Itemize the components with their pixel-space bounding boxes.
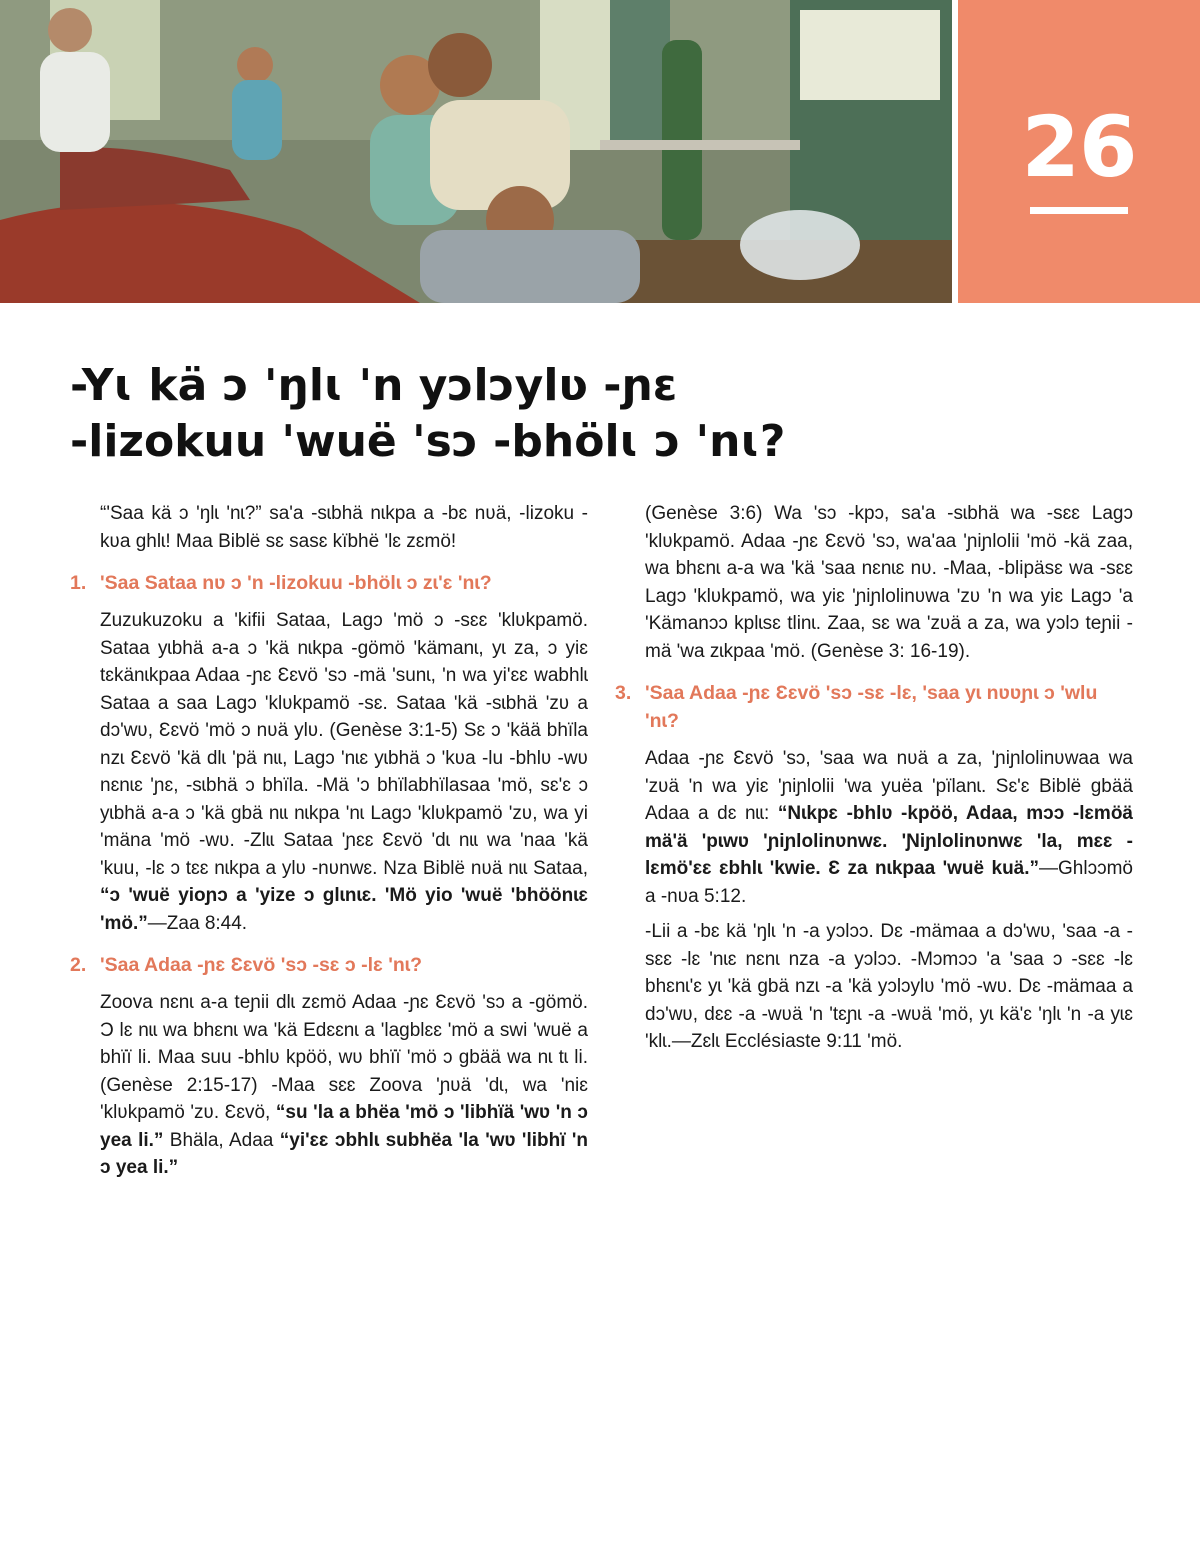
question-3-text: 'Saa Adaa -ɲɛ Ɛɛvö 'sɔ -sɛ -lɛ, 'saa yɩ nʋʋɲɩ ɔ 'wlu 'nɩ? [645,682,1098,732]
question-2-quote-a: “su 'la a bhëa 'mö ɔ 'libhïä 'wʋ 'n ɔ yea li.” [100,1102,589,1151]
question-1-reference: —Zaa 8:44. [147,912,248,934]
question-2-quote-b: “yi'ɛɛ ɔbhlɩ subhëa 'la 'wʋ 'libhï 'n ɔ yea li.” [100,1129,588,1178]
question-2-paragraph [100,989,588,1182]
question-1-heading [70,569,588,597]
question-1-body: Zuzukuzoku a 'kifii Sataa, Lagɔ 'mö ɔ -sɛɛ 'klʋkpamö. Sataa yɩbhä a-a ɔ 'kä nɩkpa -gömö 'kämanɩ, yɩ za, ɔ yiɛ tɛkänɩkpaa Adaa -ɲɛ Ɛɛvö 'sɔ -mä 'sunɩ, 'n wa yi'ɛɛ wabhlɩ Sataa a saa Lagɔ 'klʋkpamö -sɛ. Sataa 'kä -sɩbhä 'zʋ a dɔ'wʋ, Ɛɛvö 'mö ɔ nʋä ylʋ. (Genèse 3:1-5) Sɛ ɔ 'kää bhïla nzɩ Ɛɛvö 'kä dlɩ 'pä nɩɩ, Lagɔ 'nɩɛ yɩbhä ɔ 'kʋa -lu -bhlʋ -wʋ nɛnɩɛ 'ɲɛ, -sɩbhä ɔ bhïla. -Mä 'ɔ bhïlabhïlasaa 'mö, sɛ'ɛ ɔ yɩbhä a-a ɔ 'kä gbä nɩɩ nɩkpa 'nɩ Lagɔ 'klʋkpamö 'zʋ, wa yi 'mäna 'mö -wʋ. -Zlɩɩ Sataa 'ɲɛɛ Ɛɛvö 'dɩ nɩɩ wa 'naa 'kä 'kuu, -lɛ ɔ tɛɛ nɩkpa a ylʋ -nʋnwɛ. Nza Biblë nʋä nɩɩ Sataa, [100,610,588,879]
question-2-heading [70,951,588,979]
question-3-heading [615,679,1133,735]
question-1-number: 1. [70,572,87,594]
question-2-text: 'Saa Adaa -ɲɛ Ɛɛvö 'sɔ -sɛ ɔ -lɛ 'nɩ? [100,954,423,976]
question-3-paragraph [645,745,1133,910]
question-3-paragraph-2: -Lii a -bɛ kä 'ŋlɩ 'n -a yɔlɔɔ. Dɛ -mämaa a dɔ'wʋ, 'saa -a -sɛɛ -lɛ 'nɩɛ nɛnɩ nza -a yɔlɔɔ. -Mɔmɔɔ 'a 'saa ɔ -sɛɛ -lɛ bhɛnɩ'ɛ yɩ 'kä gbä nzɩ -a 'kä yɔlɔylʋ 'mö -wʋ. Dɛ -mämaa a dɔ'wʋ, dɛɛ -a -wʋä 'n 'tɛɲɩ -a -wʋä 'mö, yɩ kä'ɛ 'ŋlɩ 'n -a yɩɛ 'klɩ.—Zɛlɩ Ecclésiaste 9:11 'mö. [645,921,1133,1052]
intro-paragraph: “'Saa kä ɔ 'ŋlɩ 'nɩ?” sa'a -sɩbhä nɩkpa a -bɛ nʋä, -lizoku -kʋa ghlɩ! Maa Biblë sɛ sasɛ kïbhë 'lɛ zɛmö! [100,503,588,552]
question-3-body-a: Adaa -ɲɛ Ɛɛvö 'sɔ, 'saa wa nʋä a za, 'ɲiɲlolinʋwaa wa 'zʋä 'n wa yiɛ 'ɲiɲlolii 'wa yuëa 'pïlanɩ. Sɛ'ɛ Biblë gbää Adaa a dɛ nɩɩ: [645,748,1133,824]
question-3-reference: —Ghlɔɔmö a -nʋa 5:12. [645,858,1133,907]
question-2-number: 2. [70,954,87,976]
question-2-body-c: (Genèse 3:6) Wa 'sɔ -kpɔ, sa'a -sɩbhä wa -sɛɛ Lagɔ 'klʋkpamö. Adaa -ɲɛ Ɛɛvö 'sɔ, wa'aa 'ɲiɲlolii 'mö -kä zaa, wa bhɛnɩ a-a wa 'kä 'saa nɛnɩɛ nʋ. -Maa, -blipäsɛ wa -sɛɛ Lagɔ 'klʋkpamö, wa yiɛ 'ɲiɲlolinʋwa 'zʋ 'n wa yiɛ Lagɔ 'a 'Kämanɔɔ kplɩsɛ tlinɩ. Zaa, sɛ wa 'zʋä a za, wa yɔlɔ teɲii -mä 'wa zɩkpaa 'mö. (Genèse 3: 16-19). [645,503,1133,662]
lesson-number-badge [958,0,1200,303]
left-column [70,500,589,1182]
paragraph-gap [645,910,1133,918]
question-3-quote: “Nɩkpɛ -bhlʋ -kpöö, Adaa, mɔɔ -lɛmöä mä'ä 'pɩwʋ 'ɲiɲlolinʋnwɛ. 'Ɲiɲlolinʋnwɛ 'la, mɛɛ -lɛmö'ɛɛ ɛbhlɩ 'kwie. Ɛ za nɩkpaa 'wuë kuä.” [645,803,1133,879]
lesson-number: 26 [1021,98,1137,196]
question-1-text: 'Saa Sataa nʋ ɔ 'n -lizokuu -bhölɩ ɔ zɩ'ɛ 'nɩ? [100,572,492,594]
lesson-title [70,358,1150,470]
question-2-body-a: Zoova nɛnɩ a-a teɲii dlɩ zɛmö Adaa -ɲɛ Ɛɛvö 'sɔ a -gömö. Ɔ lɛ nɩɩ wa bhɛnɩ wa 'kä Edɛɛnɩ a 'lagblɛɛ 'mö a swi 'wuë a bhïï li. Maa suu -bhlʋ kpöö, wʋ bhïï 'mö ɔ gbää wa nɩ tɩ li. (Genèse 2:15-17) -Maa sɛɛ Zoova 'ɲʋä 'dɩ, wa 'niɛ 'klʋkpamö 'zʋ. Ɛɛvö, [100,992,588,1123]
hospital-scene-photo [0,0,952,303]
question-1-paragraph [100,607,588,937]
lesson-title-line-2: -lizokuu 'wuë 'sɔ -bhölɩ ɔ 'nɩ? [70,416,786,467]
question-3-number: 3. [615,682,632,704]
question-1-quote: “ɔ 'wuë yioɲɔ a 'yize ɔ glɩnɩɛ. 'Mö yio 'wuë 'bhöönɩɛ 'mö.” [100,885,588,934]
lesson-title-line-1: -Yɩ kä ɔ 'ŋlɩ 'n yɔlɔylʋ -ɲɛ [70,360,678,411]
question-2-body-b: Bhäla, Adaa [169,1129,274,1151]
lesson-number-underline [1030,207,1128,214]
right-column [615,500,1133,1056]
question-2-paragraph-continued [645,500,1133,665]
hospital-scene-illustration [0,0,952,303]
